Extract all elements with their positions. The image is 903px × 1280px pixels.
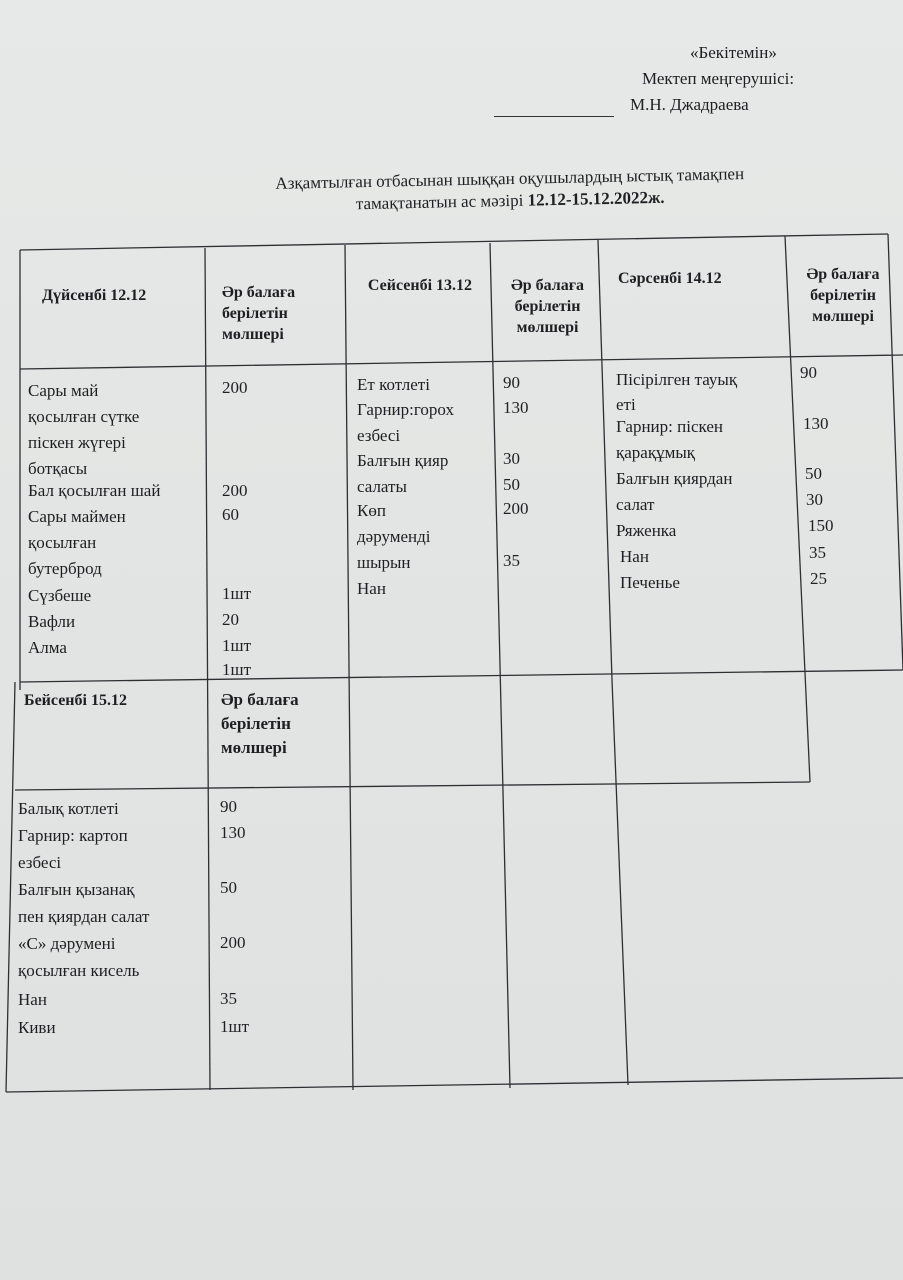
amount: 50 — [503, 475, 520, 494]
approval-name: М.Н. Джадраева — [630, 95, 749, 114]
list-item: езбесі — [357, 426, 401, 445]
amount: 90 — [503, 373, 520, 392]
list-item: Алма — [28, 638, 67, 657]
amount: 60 — [222, 505, 239, 524]
amount: 20 — [222, 610, 239, 629]
header-thursday: Бейсенбі 15.12 — [24, 692, 127, 709]
list-item: Пісірілген тауық — [616, 370, 738, 389]
amount: 200 — [222, 481, 248, 500]
list-item: Сүзбеше — [28, 586, 92, 605]
header-monday-portion: Әр балаға берілетін мөлшері — [222, 284, 296, 343]
list-item: қарақұмық — [616, 443, 696, 462]
table-top-border — [20, 234, 888, 250]
amount: 150 — [808, 516, 834, 535]
list-item: бутерброд — [28, 559, 102, 578]
amount: 50 — [805, 464, 822, 483]
amount: 1шт — [222, 660, 252, 679]
col-divider-2 — [345, 245, 353, 1090]
amount: 90 — [800, 363, 817, 382]
list-item: Гарнир: піскен — [616, 417, 723, 436]
amount: 35 — [503, 551, 520, 570]
list-item: қосылған сүтке — [28, 407, 140, 426]
amount: 200 — [503, 499, 529, 518]
amount: 1шт — [222, 584, 252, 603]
list-item: салаты — [357, 477, 407, 496]
list-item: Балық котлеті — [18, 799, 119, 818]
list-item: Көп — [357, 501, 386, 520]
list-item: Бал қосылған шай — [28, 481, 161, 500]
amount: 90 — [220, 797, 237, 816]
list-item: шырын — [357, 553, 411, 572]
approval-label: «Бекітемін» — [690, 43, 777, 62]
list-item: еті — [616, 395, 636, 414]
list-item: Гарнир:горох — [357, 400, 454, 419]
row2-bottom-border — [15, 782, 810, 790]
title-dates: 12.12-15.12.2022ж. — [527, 187, 665, 210]
col-divider-1 — [205, 248, 210, 1090]
col-divider-4a — [598, 240, 612, 680]
amount: 30 — [806, 490, 823, 509]
list-item: қосылған — [28, 533, 97, 552]
amount: 200 — [220, 933, 246, 952]
header-wednesday-portion: Әр балаға берілетін мөлшері — [806, 266, 880, 325]
list-item: Ряженка — [616, 521, 677, 540]
amount: 35 — [809, 543, 826, 562]
list-item: ботқасы — [28, 459, 88, 478]
list-item: Балғын қиярдан — [616, 469, 733, 488]
list-item: Печенье — [620, 573, 680, 592]
list-item: езбесі — [18, 853, 62, 872]
list-item: Балғын қияр — [357, 451, 449, 470]
list-item: Балғын қызанақ — [18, 880, 135, 899]
header-tuesday-portion: Әр балаға берілетін мөлшері — [510, 277, 585, 336]
amount: 1шт — [222, 636, 252, 655]
header-thursday-portion: Әр балаға берілетін мөлшері — [221, 690, 299, 757]
header-row-border — [20, 355, 903, 369]
list-item: Нан — [357, 579, 386, 598]
amount: 35 — [220, 989, 237, 1008]
list-item: салат — [616, 495, 655, 514]
amount: 25 — [810, 569, 827, 588]
amount: 50 — [220, 878, 237, 897]
list-item: «С» дәрумені — [18, 934, 116, 953]
table-bottom-border — [6, 1078, 903, 1092]
list-item: Нан — [620, 547, 649, 566]
col-left-border-lower — [6, 682, 15, 1092]
list-item: Сары май — [28, 381, 99, 400]
amount: 200 — [222, 378, 248, 397]
amount: 1шт — [220, 1017, 250, 1036]
amount: 130 — [220, 823, 246, 842]
approval-position: Мектеп меңгерушісі: — [642, 69, 795, 88]
list-item: Ет котлеті — [357, 375, 430, 394]
list-item: піскен жүгері — [28, 433, 126, 452]
header-wednesday: Сәрсенбі 14.12 — [618, 270, 722, 287]
col-divider-4b — [612, 680, 628, 1085]
title-line-1: Азқамтылған отбасынан шыққан оқушылардың ыстық тамақпен — [275, 164, 745, 193]
list-item: Вафли — [28, 612, 76, 631]
amount: 130 — [503, 398, 529, 417]
title-line-2-text: тамақтанатын ас мәзірі — [355, 190, 528, 214]
header-monday: Дүйсенбі 12.12 — [42, 287, 147, 304]
list-item: Нан — [18, 990, 47, 1009]
list-item: қосылған кисель — [18, 961, 140, 980]
list-item: Сары маймен — [28, 507, 126, 526]
amount: 30 — [503, 449, 520, 468]
row1-bottom-border — [20, 670, 903, 682]
list-item: Киви — [18, 1018, 56, 1037]
list-item: пен қиярдан салат — [18, 907, 150, 926]
amount: 130 — [803, 414, 829, 433]
list-item: дәруменді — [357, 527, 431, 546]
list-item: Гарнир: картоп — [18, 826, 128, 845]
header-tuesday: Сейсенбі 13.12 — [367, 277, 473, 294]
